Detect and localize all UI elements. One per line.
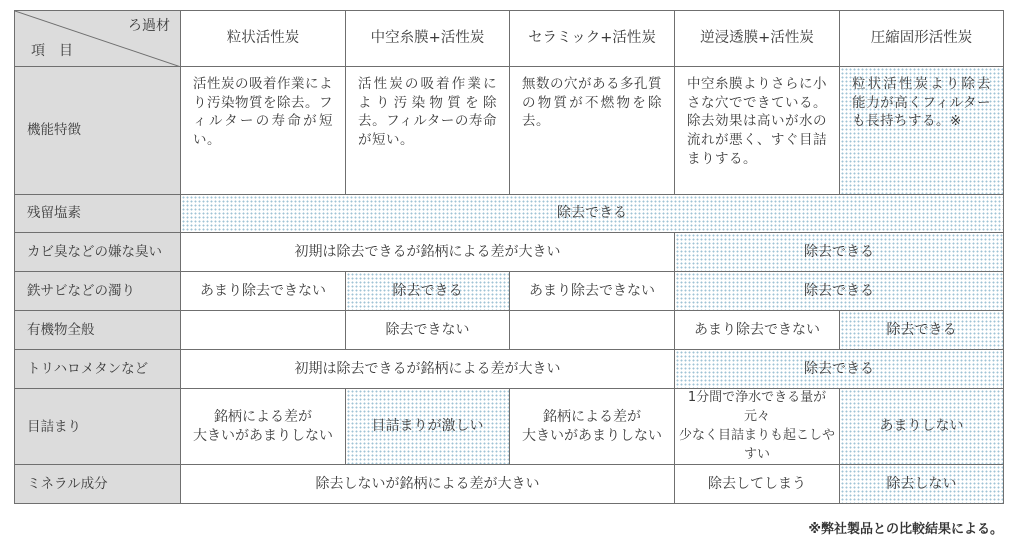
row-mineral (15, 465, 1004, 504)
organic-ceramic (510, 311, 675, 350)
organic-hollow-fiber: 除去できない (346, 311, 510, 350)
column-header-granular: 粒状活性炭 (181, 11, 346, 67)
clogging-hollow-fiber: 目詰まりが激しい (346, 389, 510, 465)
corner-top-label: ろ過材 (128, 18, 170, 34)
mold-odor-c4-5: 除去できる (675, 233, 1004, 272)
features-compressed: 粒状活性炭より除去能力が高くフィルターも長持ちする。※ (840, 67, 1004, 195)
column-header-compressed: 圧縮固形活性炭 (840, 11, 1004, 67)
trihalomethane-c1-3: 初期は除去できるが銘柄による差が大きい (181, 350, 675, 389)
column-header-ceramic: セラミック+活性炭 (510, 11, 675, 67)
row-label-features: 機能特徴 (15, 67, 181, 195)
organic-reverse-osmosis: あまり除去できない (675, 311, 840, 350)
features-reverse-osmosis: 中空糸膜よりさらに小さな穴でできている。除去効果は高いが水の流れが悪く、すぐ目詰まりする。 (675, 67, 840, 195)
clogging-reverse-osmosis (675, 389, 840, 465)
row-rust (15, 272, 1004, 311)
row-label-mold-odor: カビ臭などの嫌な臭い (15, 233, 181, 272)
corner-cell (15, 11, 181, 67)
clogging-ro-line1: 1分間で浄水できる量が元々 (687, 390, 827, 424)
trihalomethane-c4-5: 除去できる (675, 350, 1004, 389)
row-features (15, 67, 1004, 195)
row-chlorine (15, 195, 1004, 233)
row-label-rust: 鉄サビなどの濁り (15, 272, 181, 311)
column-header-hollow-fiber: 中空糸膜+活性炭 (346, 11, 510, 67)
organic-granular (181, 311, 346, 350)
footnote: ※弊社製品との比較結果による。 (808, 522, 1003, 537)
rust-granular: あまり除去できない (181, 272, 346, 311)
row-label-trihalomethane: トリハロメタンなど (15, 350, 181, 389)
mineral-c1-3: 除去しないが銘柄による差が大きい (181, 465, 675, 504)
header-row (15, 11, 1004, 67)
rust-hollow-fiber: 除去できる (346, 272, 510, 311)
chlorine-all: 除去できる (181, 195, 1004, 233)
organic-compressed: 除去できる (840, 311, 1004, 350)
clogging-ceramic (510, 389, 675, 465)
mineral-compressed: 除去しない (840, 465, 1004, 504)
clogging-compressed: あまりしない (840, 389, 1004, 465)
clogging-ro-line2: 少なく目詰まりも起こしやすい (678, 427, 835, 462)
corner-bottom-label: 項目 (31, 43, 87, 60)
features-ceramic: 無数の穴がある多孔質の物質が不燃物を除去。 (510, 67, 675, 195)
clogging-ceramic-line2: 大きいがあまりしない (522, 427, 662, 444)
row-label-mineral: ミネラル成分 (15, 465, 181, 504)
row-label-chlorine: 残留塩素 (15, 195, 181, 233)
clogging-ceramic-line1: 銘柄による差が (543, 408, 641, 425)
filter-comparison-table (14, 10, 1004, 504)
rust-c4-5: 除去できる (675, 272, 1004, 311)
clogging-granular-line1: 銘柄による差が (214, 408, 312, 425)
row-label-organic: 有機物全般 (15, 311, 181, 350)
mineral-reverse-osmosis: 除去してしまう (675, 465, 840, 504)
clogging-granular-line2: 大きいがあまりしない (193, 427, 333, 444)
row-organic (15, 311, 1004, 350)
features-granular: 活性炭の吸着作業により汚染物質を除去。フィルターの寿命が短い。 (181, 67, 346, 195)
row-clogging (15, 389, 1004, 465)
rust-ceramic: あまり除去できない (510, 272, 675, 311)
clogging-granular (181, 389, 346, 465)
mold-odor-c1-3: 初期は除去できるが銘柄による差が大きい (181, 233, 675, 272)
row-trihalomethane (15, 350, 1004, 389)
row-label-clogging: 目詰まり (15, 389, 181, 465)
column-header-reverse-osmosis: 逆浸透膜+活性炭 (675, 11, 840, 67)
row-mold-odor (15, 233, 1004, 272)
features-hollow-fiber: 活性炭の吸着作業により汚染物質を除去。フィルターの寿命が短い。 (346, 67, 510, 195)
